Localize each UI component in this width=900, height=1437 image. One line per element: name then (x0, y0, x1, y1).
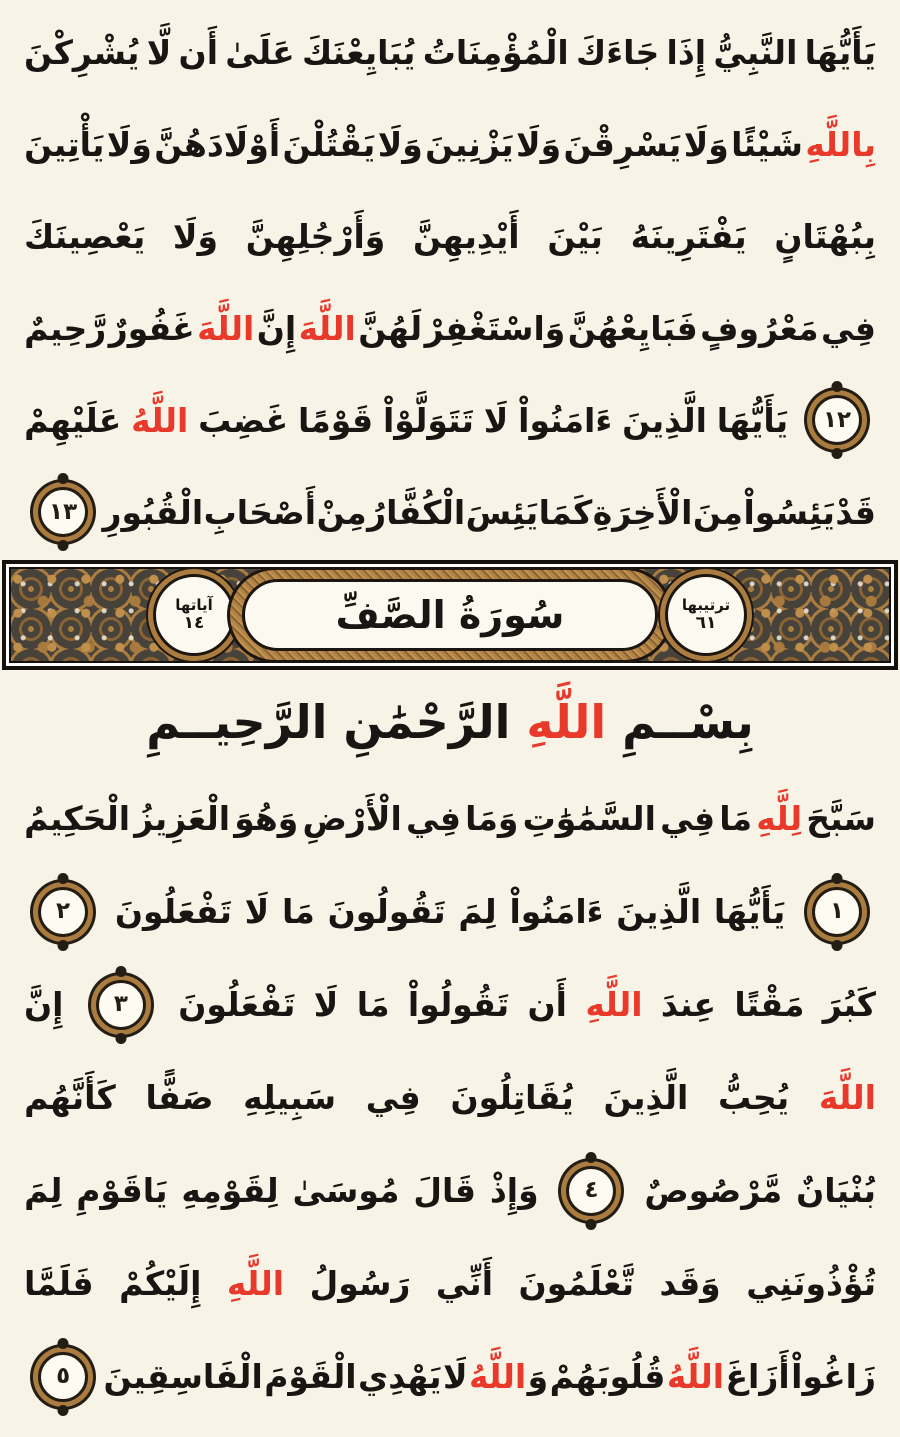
ayah-word: ءَامَنُواْ (509, 892, 604, 931)
ayah-word: سَبَّحَ (806, 799, 876, 838)
allah-word-red: اللَّهُ (468, 1357, 527, 1396)
ayah-word: أَزَاغَ (725, 1357, 790, 1396)
ayah-word: تَقُولُواْ (407, 985, 510, 1024)
ayah-word: فَبَايِعْهُنَّ (567, 308, 698, 348)
verse-number: ٣ (113, 991, 128, 1017)
ayah-word: قَوْمًا (297, 400, 374, 440)
ayah-word: أَصْحَابِ (203, 492, 317, 532)
ayah-word: رَّحِيمٌ (24, 308, 107, 348)
verse-number-marker (812, 395, 862, 445)
ayah-word: وَإِذْ (489, 1171, 539, 1210)
ayah-word: وَلَا (683, 124, 729, 164)
quran-line (24, 374, 876, 466)
surah-order-value: ٦١ (695, 612, 717, 633)
ayah-word: الَّذِينَ (603, 1078, 689, 1117)
verse-number: ٥ (56, 1363, 71, 1389)
verse-number-marker (566, 1166, 616, 1216)
ayah-word: قُلُوبَهُمْ (549, 1357, 666, 1396)
top-ayat-block (0, 6, 900, 558)
ayah-word: عَلَيْهِمْ (24, 400, 122, 440)
ayah-word: يَزْنِينَ (425, 124, 514, 164)
ayah-word: لِمَ (24, 1171, 63, 1210)
band-arabesque-ornament (9, 567, 891, 663)
ayah-count-label: آياتها (175, 595, 213, 614)
ayah-word: مَعْرُوفٍ (700, 308, 819, 348)
quran-line (24, 98, 876, 190)
ayah-word: تَقُولُونَ (327, 892, 446, 931)
ayah-word: يَقْتُلْنَ (282, 124, 376, 164)
ayah-word: يَئِسُواْ (743, 492, 835, 532)
ayah-word: وَ (527, 1357, 549, 1396)
surah-order-medallion (665, 574, 747, 656)
ayah-word: مَا (356, 985, 390, 1024)
ayah-word: الْقَوْمَ (264, 1357, 357, 1396)
ayah-word: رَسُولُ (309, 1264, 411, 1303)
ayah-word: الْأَرْضِ (302, 799, 402, 838)
ayah-word: قَالَ (413, 1171, 476, 1210)
ayah-word: لِقَوْمِهِ (181, 1171, 279, 1210)
ayah-word: مُوسَىٰ (292, 1171, 400, 1210)
allah-word-red: اللَّهَ (197, 308, 255, 348)
bismillah-line (24, 672, 876, 772)
quran-line (24, 958, 876, 1051)
ayah-word: أَوْلَادَهُنَّ (154, 124, 281, 164)
bismillah-row (0, 672, 900, 772)
ayah-word: بُنْيَانٌ (796, 1171, 876, 1210)
ayah-word: صَفًّا (145, 1078, 214, 1117)
quran-line (24, 1051, 876, 1144)
ayah-word: النَّبِيُّ (713, 32, 798, 72)
bottom-ayat-block (0, 772, 900, 1423)
ayah-word: وَلَا (516, 124, 562, 164)
ayah-word: لَا (442, 1357, 468, 1396)
ayah-word: إِنَّ (256, 308, 297, 348)
quran-line (24, 282, 876, 374)
ayah-word: غَفُورٌ (108, 308, 195, 348)
allah-word-red: اللَّهِ (226, 1264, 285, 1303)
allah-word-red: اللَّهَ (298, 308, 356, 348)
ayah-word: وَمَا (465, 799, 519, 838)
ayah-word: قَدْ (835, 492, 876, 532)
surah-order-label: ترتيبها (681, 595, 731, 614)
ayah-word: الْفَاسِقِينَ (103, 1357, 263, 1396)
surah-header-band (2, 560, 898, 670)
ayah-word: وَلَا (106, 124, 152, 164)
ayah-word: يَفْتَرِينَهُ (630, 216, 747, 256)
ayah-word: كَأَنَّهُم (24, 1078, 116, 1117)
ayah-word: الْأَخِرَةِ (592, 492, 693, 532)
ayah-word: لِمَ (458, 892, 497, 931)
ayah-word: لَهُنَّ (358, 308, 423, 348)
ayah-word: الْعَزِيزُ (134, 799, 231, 838)
ayah-word: يَأَيُّهَا (804, 32, 876, 72)
ayah-word: إِنَّ (24, 985, 64, 1024)
ayah-word: فِي (405, 799, 461, 838)
allah-word-red: لِلَّهِ (756, 799, 803, 838)
ayah-word: يَأَيُّهَا (713, 892, 786, 931)
quran-line (24, 1330, 876, 1423)
verse-number-marker (38, 887, 88, 937)
verse-number-marker (38, 487, 88, 537)
ayah-word: الَّذِينَ (622, 400, 707, 440)
ayah-word: سَبِيلِهِ (243, 1078, 337, 1117)
ayah-word: الْقُبُورِ (102, 492, 204, 532)
ayah-word: وَلَا (172, 216, 219, 256)
ayah-word: يَسْرِقْنَ (563, 124, 682, 164)
ayah-word: فِي (821, 308, 876, 348)
ayah-word: وَهُوَ (234, 799, 299, 838)
ayah-word: زَاغُواْ (791, 1357, 876, 1396)
quran-line (24, 190, 876, 282)
ayah-word: بَيْنَ (547, 216, 603, 256)
quran-line (24, 1144, 876, 1237)
ayah-word: كَبُرَ (822, 985, 876, 1024)
ayah-word: الْحَكِيمُ (24, 799, 131, 838)
ayah-word: مِنْ (316, 492, 367, 532)
ayah-word: فَلَمَّا (24, 1264, 94, 1303)
ayah-word: السَّمَٰوَٰتِ (522, 799, 656, 838)
ayah-word: وَقَد (659, 1264, 721, 1303)
ayah-word: يُحِبُّ (718, 1078, 790, 1117)
ayah-word: فِي (365, 1078, 421, 1117)
ayah-word: بِبُهْتَانٍ (774, 216, 876, 256)
ayah-word: يَاقَوْمِ (76, 1171, 168, 1210)
allah-word-red: اللَّهُ (131, 400, 189, 440)
ayah-word: يُبَايِعْنَكَ (301, 32, 416, 72)
ayah-word: إِذَا (666, 32, 707, 72)
allah-word-red: اللَّهُ (666, 1357, 725, 1396)
ayah-word: يُقَاتِلُونَ (450, 1078, 574, 1117)
verse-number-marker (812, 887, 862, 937)
ayah-word: تَّعْلَمُونَ (518, 1264, 634, 1303)
ayah-word: الَّذِينَ (616, 892, 702, 931)
surah-title: سُورَةُ الصَّفِّ (335, 593, 565, 637)
ayah-count-medallion (153, 574, 235, 656)
ayah-word: وَلَا (377, 124, 423, 164)
ayah-word: تَفْعَلُونَ (178, 985, 296, 1024)
ayah-word: لَا (313, 985, 339, 1024)
ayah-word: لَا (244, 892, 270, 931)
allah-word-red: اللَّهَ (818, 1078, 876, 1117)
ayah-word: جَاءَكَ (575, 32, 660, 72)
verse-number: ١٢ (822, 406, 852, 433)
surah-title-cartouche (227, 567, 673, 663)
ayah-word: عِندَ (660, 985, 716, 1024)
verse-number-marker (38, 1352, 88, 1402)
ayah-word: إِلَيْكُمْ (119, 1264, 202, 1303)
ayah-word: شَيْئًا (731, 124, 803, 164)
ayah-word: وَاسْتَغْفِرْ (424, 308, 566, 348)
ayah-word: مَا (282, 892, 315, 931)
ayah-word: يَأَيُّهَا (716, 400, 789, 440)
quran-line (24, 6, 876, 98)
ayah-word: تُؤْذُونَنِي (746, 1264, 876, 1303)
quran-line (24, 772, 876, 865)
quran-line (24, 1237, 876, 1330)
verse-number: ٢ (56, 898, 71, 924)
ayah-word: أَيْدِيهِنَّ (412, 216, 520, 256)
ayah-word: يَأْتِينَ (24, 124, 105, 164)
ayah-word: لَا (483, 400, 509, 440)
ayah-word: الْكُفَّارُ (367, 492, 466, 532)
quran-line (24, 466, 876, 558)
ayah-word: مَّرْصُوصٌ (644, 1171, 783, 1210)
ayah-word: لَّا (146, 32, 172, 72)
ayah-word: مَقْتًا (734, 985, 805, 1024)
allah-word-red: بِاللَّهِ (805, 124, 876, 164)
ayah-word: الْمُؤْمِنَاتُ (422, 32, 569, 72)
ayah-count-value: ١٤ (183, 612, 205, 633)
surah-title-panel (242, 579, 658, 651)
ayah-word: أَن (178, 32, 219, 72)
ayah-word: يَئِسَ (465, 492, 539, 532)
verse-number: ١٣ (49, 498, 78, 525)
allah-word-red: اللَّهِ (585, 985, 643, 1024)
ayah-word: الرَّحِيــمِ (146, 695, 328, 749)
ayah-word: أَنِّي (435, 1264, 494, 1303)
ayah-word: مِنَ (692, 492, 743, 532)
allah-word-red: اللَّهِ (526, 695, 607, 749)
verse-number: ١ (829, 898, 845, 924)
verse-number-marker (96, 980, 146, 1030)
ayah-word: فِي (660, 799, 716, 838)
ayah-word: تَفْعَلُونَ (114, 892, 232, 931)
ayah-word: ءَامَنُواْ (518, 400, 613, 440)
ayah-word: يُشْرِكْنَ (24, 32, 140, 72)
ayah-word: عَلَىٰ (225, 32, 295, 72)
ayah-word: يَهْدِي (358, 1357, 442, 1396)
ayah-word: وَأَرْجُلِهِنَّ (245, 216, 386, 256)
ayah-word: الرَّحْمَٰنِ (343, 695, 511, 749)
ayah-word: تَتَوَلَّوْاْ (382, 400, 474, 440)
ayah-word: مَا (719, 799, 753, 838)
ayah-word: أَن (527, 985, 567, 1024)
ayah-word: كَمَا (538, 492, 593, 532)
quran-line (24, 865, 876, 958)
verse-number: ٤ (584, 1177, 599, 1203)
ayah-word: غَضِبَ (198, 400, 289, 440)
ayah-word: يَعْصِينَكَ (24, 216, 146, 256)
ayah-word: بِسْــمِ (622, 695, 754, 749)
